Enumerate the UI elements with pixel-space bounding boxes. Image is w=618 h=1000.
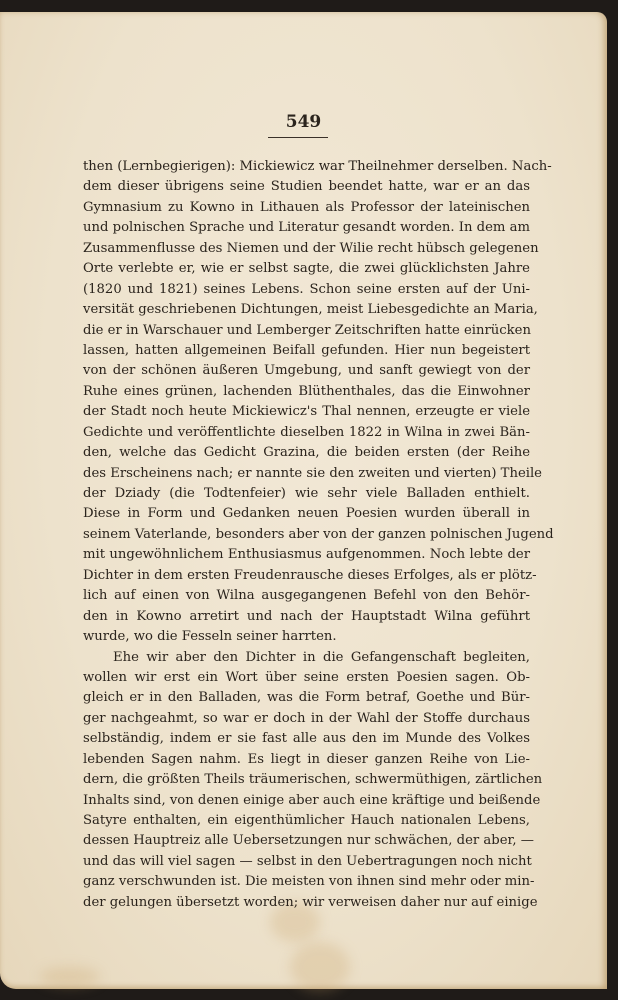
- text-line: dessen Hauptreiz alle Uebersetzungen nur schwächen, der aber, —: [83, 833, 534, 849]
- text-line: lich auf einen von Wilna ausgegangenen Befehl von den Behör-: [83, 588, 530, 604]
- paragraph-end-line: wurde, wo die Fesseln seiner harrten.: [83, 629, 337, 645]
- page-number: 549: [285, 112, 322, 132]
- text-line: dem dieser übrigens seine Studien beendet hatte, war er an das: [83, 179, 530, 195]
- text-line: selbständig, indem er sie fast alle aus den im Munde des Volkes: [83, 731, 530, 747]
- text-line: seinem Vaterlande, besonders aber von der ganzen polnischen Jugend: [83, 526, 554, 542]
- text-line: ger nachgeahmt, so war er doch in der Wahl der Stoffe durchaus: [83, 710, 530, 726]
- text-line: Ruhe eines grünen, lachenden Blüthenthales, das die Einwohner: [83, 383, 530, 399]
- text-line: dern, die größten Theils träumerischen, schwermüthigen, zärtlichen: [83, 772, 543, 788]
- text-line: und das will viel sagen — selbst in den Uebertragungen noch nicht: [83, 853, 532, 869]
- text-line: lassen, hatten allgemeinen Beifall gefunden. Hier nun begeistert: [83, 342, 530, 358]
- text-line: der Dziady (die Todtenfeier) wie sehr viele Balladen enthielt.: [83, 486, 530, 501]
- paper-stain: [40, 967, 100, 987]
- text-line: gleich er in den Balladen, was die Form betraf, Goethe und Bür-: [83, 690, 530, 706]
- book-page: [0, 12, 607, 989]
- text-line: ganz verschwunden ist. Die meisten von ihnen sind mehr oder min-: [83, 874, 535, 890]
- text-line: des Erscheinens nach; er nannte sie den zweiten und vierten) Theile: [83, 465, 542, 481]
- text-line: Diese in Form und Gedanken neuen Poesien wurden überall in: [83, 506, 530, 522]
- text-line: Gedichte und veröffentlichte dieselben 1822 in Wilna in zwei Bän-: [83, 424, 530, 440]
- text-line: den in Kowno arretirt und nach der Hauptstadt Wilna geführt: [83, 608, 530, 624]
- text-line: lebenden Sagen nahm. Es liegt in dieser ganzen Reihe von Lie-: [83, 751, 530, 767]
- text-line: Dichter in dem ersten Freudenrausche dieses Erfolges, als er plötz-: [83, 567, 537, 583]
- text-line: Zusammenflusse des Niemen und der Wilie recht hübsch gelegenen: [83, 240, 539, 256]
- text-line: den, welche das Gedicht Grazina, die beiden ersten (der Reihe: [83, 445, 530, 461]
- text-line: der gelungen übersetzt worden; wir verweisen daher nur auf einige: [83, 894, 538, 910]
- paragraph-start-line: Ehe wir aber den Dichter in die Gefangenschaft begleiten,: [113, 649, 530, 665]
- body-text: [83, 157, 554, 913]
- text-line: Orte verlebte er, wie er selbst sagte, die zwei glücklichsten Jahre: [83, 261, 530, 277]
- text-line: mit ungewöhnlichem Enthusiasmus aufgenommen. Noch lebte der: [83, 547, 530, 563]
- text-line: versität geschriebenen Dichtungen, meist Liebesgedichte an Maria,: [83, 302, 538, 318]
- text-line: Satyre enthalten, ein eigenthümlicher Hauch nationalen Lebens,: [83, 813, 530, 828]
- text-line: und polnischen Sprache und Literatur gesandt worden. In dem am: [83, 220, 530, 236]
- text-line: (1820 und 1821) seines Lebens. Schon seine ersten auf der Uni-: [83, 281, 530, 297]
- paper-stain: [290, 942, 350, 992]
- text-line: then (Lernbegierigen): Mickiewicz war Theilnehmer derselben. Nach-: [83, 159, 552, 174]
- text-line: der Stadt noch heute Mickiewicz's Thal nennen, erzeugte er viele: [83, 404, 530, 420]
- text-line: wollen wir erst ein Wort über seine ersten Poesien sagen. Ob-: [83, 669, 530, 685]
- text-line: die er in Warschauer und Lemberger Zeitschriften hatte einrücken: [83, 322, 531, 338]
- text-line: von der schönen äußeren Umgebung, und sanft gewiegt von der: [83, 363, 530, 379]
- text-line: Gymnasium zu Kowno in Lithauen als Professor der lateinischen: [83, 199, 530, 215]
- header-rule: [268, 137, 328, 138]
- text-line: Inhalts sind, von denen einige aber auch eine kräftige und beißende: [83, 792, 541, 808]
